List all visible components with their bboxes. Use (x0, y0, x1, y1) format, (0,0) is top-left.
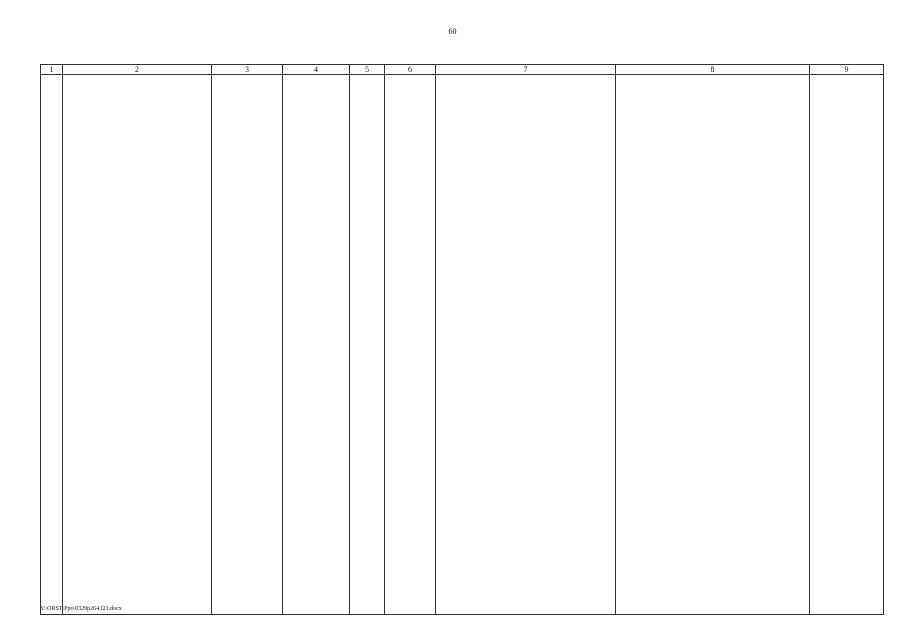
column-header-2: 2 (63, 65, 212, 75)
col8-text (616, 75, 809, 76)
table-cell-col6 (385, 75, 436, 615)
table-cell-col3 (212, 75, 283, 615)
column-header-3: 3 (212, 65, 283, 75)
table-cell-col8 (616, 75, 810, 615)
table-cell-col5 (350, 75, 385, 615)
table-cell-col9 (810, 75, 884, 615)
column-header-6: 6 (385, 65, 436, 75)
file-path-footer: Y:\ORST\Ppo\0329p264.f21.docx (40, 606, 122, 612)
column-header-5: 5 (350, 65, 385, 75)
table-cell-col7 (436, 75, 616, 615)
data-table (40, 64, 884, 615)
column-header-7: 7 (436, 65, 616, 75)
column-header-9: 9 (810, 65, 884, 75)
table-cell-col1 (41, 75, 63, 615)
column-header-4: 4 (283, 65, 350, 75)
table-cell-col2 (63, 75, 212, 615)
page-number: 60 (448, 27, 457, 36)
table-cell-col4 (283, 75, 350, 615)
table-header-row (41, 65, 884, 75)
table-row (41, 75, 884, 615)
column-header-8: 8 (616, 65, 810, 75)
column-header-1: 1 (41, 65, 63, 75)
